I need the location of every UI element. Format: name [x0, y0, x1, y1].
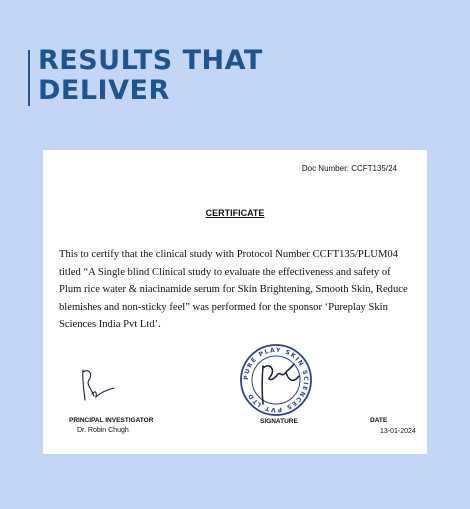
- principal-investigator-name: Dr. Robin Chugh: [77, 427, 129, 434]
- headline-line-2: DELIVER: [38, 75, 170, 106]
- headline-line-1: RESULTS THAT: [38, 45, 263, 76]
- company-seal-with-signature: [236, 344, 316, 416]
- seal-signature-stroke: [262, 364, 299, 404]
- principal-investigator-signature: [73, 364, 117, 408]
- signature-label: SIGNATURE: [260, 418, 298, 425]
- seal-ring-text: PURE PLAY SKIN SCIENCES PVT LTD: [242, 346, 310, 414]
- date-label: DATE: [370, 417, 388, 424]
- principal-investigator-label: PRINCIPAL INVESTIGATOR: [69, 417, 154, 424]
- accent-bar: [28, 50, 30, 106]
- certificate-card: [43, 150, 427, 454]
- seal-ring: [241, 345, 311, 415]
- doc-number: Doc Number: CCFT135/24: [301, 164, 397, 173]
- headline: [38, 46, 263, 106]
- certificate-body: This to certify that the clinical study with Protocol Number CCFT135/PLUM04 titled “A Single blind Clinical study to evaluate the effectiveness and safety of Plum rice water & niacinamide serum for Skin Brightening, Smooth Skin, Reduce blemishes and non-sticky feel” was performed for the sponsor ‘Pureplay Skin Sciences India Pvt Ltd’.: [59, 249, 408, 330]
- certificate-title: CERTIFICATE: [205, 208, 265, 218]
- date-value: 13-01-2024: [380, 428, 416, 435]
